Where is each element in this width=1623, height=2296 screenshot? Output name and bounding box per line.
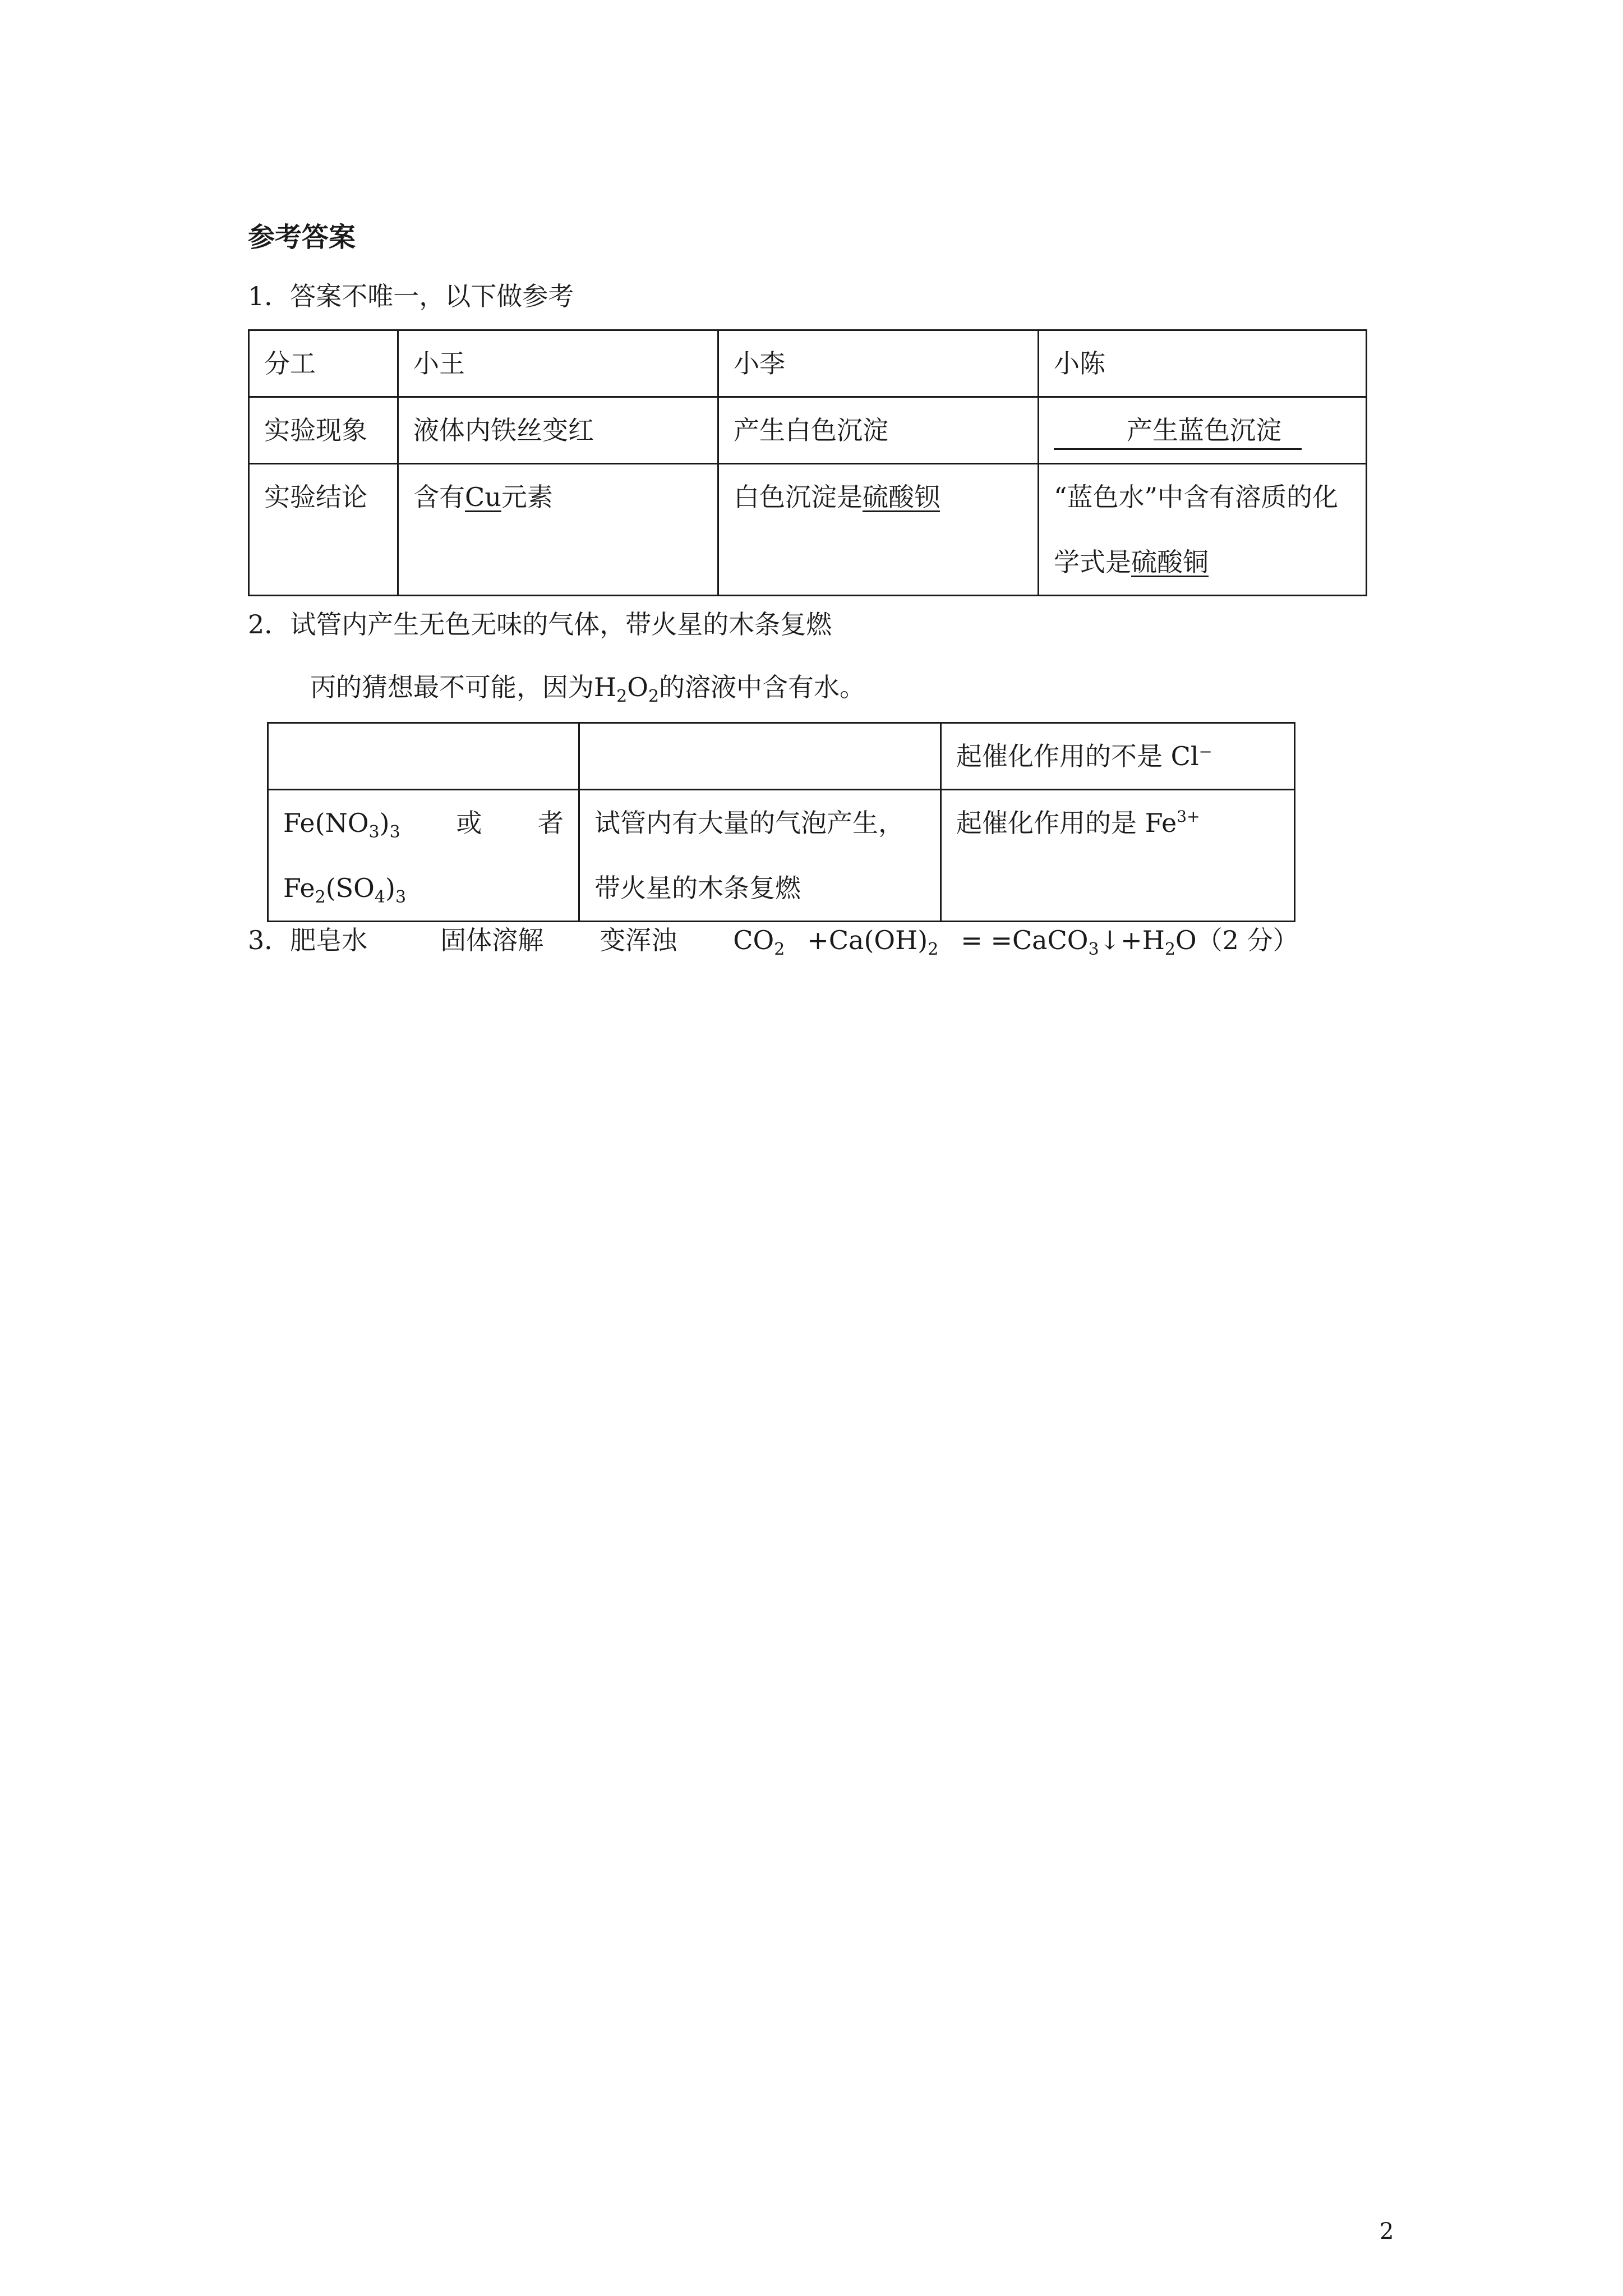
equation: $CO_2 +Ca(OH)_2$ = $=CaCO_3↓+H_2O(2$ 分）	[733, 925, 1299, 959]
answer-underlined: 硫酸钡	[863, 482, 940, 512]
header-cell: 分工	[249, 330, 398, 397]
empty-cell	[268, 723, 579, 790]
text: 的溶液中含有水。	[659, 672, 866, 702]
table-row	[268, 790, 1295, 922]
heading-answer-key: 参考答案	[248, 222, 356, 253]
answer-3: 变浑浊	[600, 925, 677, 955]
table-row	[249, 464, 1367, 596]
q2-table	[267, 722, 1295, 922]
text: 者	[538, 808, 564, 838]
text: 丙的猜想最不可能，因为	[310, 672, 594, 702]
empty-cell	[579, 723, 941, 790]
formula: O	[627, 672, 648, 702]
cell-li-conclusion	[718, 464, 1039, 596]
text: “蓝色水”中含有溶质的化学式是	[1054, 482, 1339, 577]
header-cell: 小陈	[1039, 330, 1367, 397]
table-row	[268, 723, 1295, 790]
cell-conclusion: 起催化作用的是 $Fe^{3+}$	[941, 790, 1295, 922]
header-cell: 小王	[398, 330, 718, 397]
cell-conclusion: 起催化作用的不是 Cl⁻	[941, 723, 1295, 790]
q2-line2	[310, 670, 865, 704]
page-number: 2	[1380, 2219, 1394, 2244]
answer-blank: 产生蓝色沉淀	[1054, 413, 1302, 450]
text: 或	[456, 808, 482, 838]
cell-reagent	[268, 790, 579, 922]
subscript: 2	[616, 687, 628, 706]
cell-chen-conclusion	[1039, 464, 1367, 596]
table-row	[249, 330, 1367, 397]
cell-wang-phenomenon: 液体内铁丝变红	[398, 397, 718, 464]
answer-underlined: Cu	[465, 482, 501, 512]
text: 含有	[413, 482, 465, 512]
formula: H	[594, 672, 617, 702]
row-label: 实验现象	[249, 397, 398, 464]
formula: $Fe(NO_3)_3$	[283, 808, 400, 842]
header-cell: 小李	[718, 330, 1039, 397]
reagent-line1	[283, 790, 564, 855]
row-label: 实验结论	[249, 464, 398, 596]
text: 元素	[501, 482, 553, 512]
q3-line	[248, 923, 1299, 957]
cell-chen-phenomenon	[1039, 397, 1367, 464]
cell-phenomenon: 试管内有大量的气泡产生，带火星的木条复燃	[579, 790, 941, 922]
answer-underlined: 硫酸铜	[1131, 547, 1209, 577]
subscript: 2	[648, 687, 660, 706]
answer-2: 固体溶解	[440, 925, 544, 955]
q1-table	[248, 329, 1367, 596]
answer-1: 3．肥皂水	[248, 925, 368, 955]
q1-intro: 1．答案不唯一，以下做参考	[248, 281, 574, 311]
text: 白色沉淀是	[734, 482, 863, 512]
cell-li-phenomenon: 产生白色沉淀	[718, 397, 1039, 464]
table-row	[249, 397, 1367, 464]
cell-wang-conclusion	[398, 464, 718, 596]
reagent-line2: $Fe_2(SO_4)_3$	[283, 873, 407, 907]
q2-line1: 2．试管内产生无色无味的气体，带火星的木条复燃	[248, 609, 832, 639]
